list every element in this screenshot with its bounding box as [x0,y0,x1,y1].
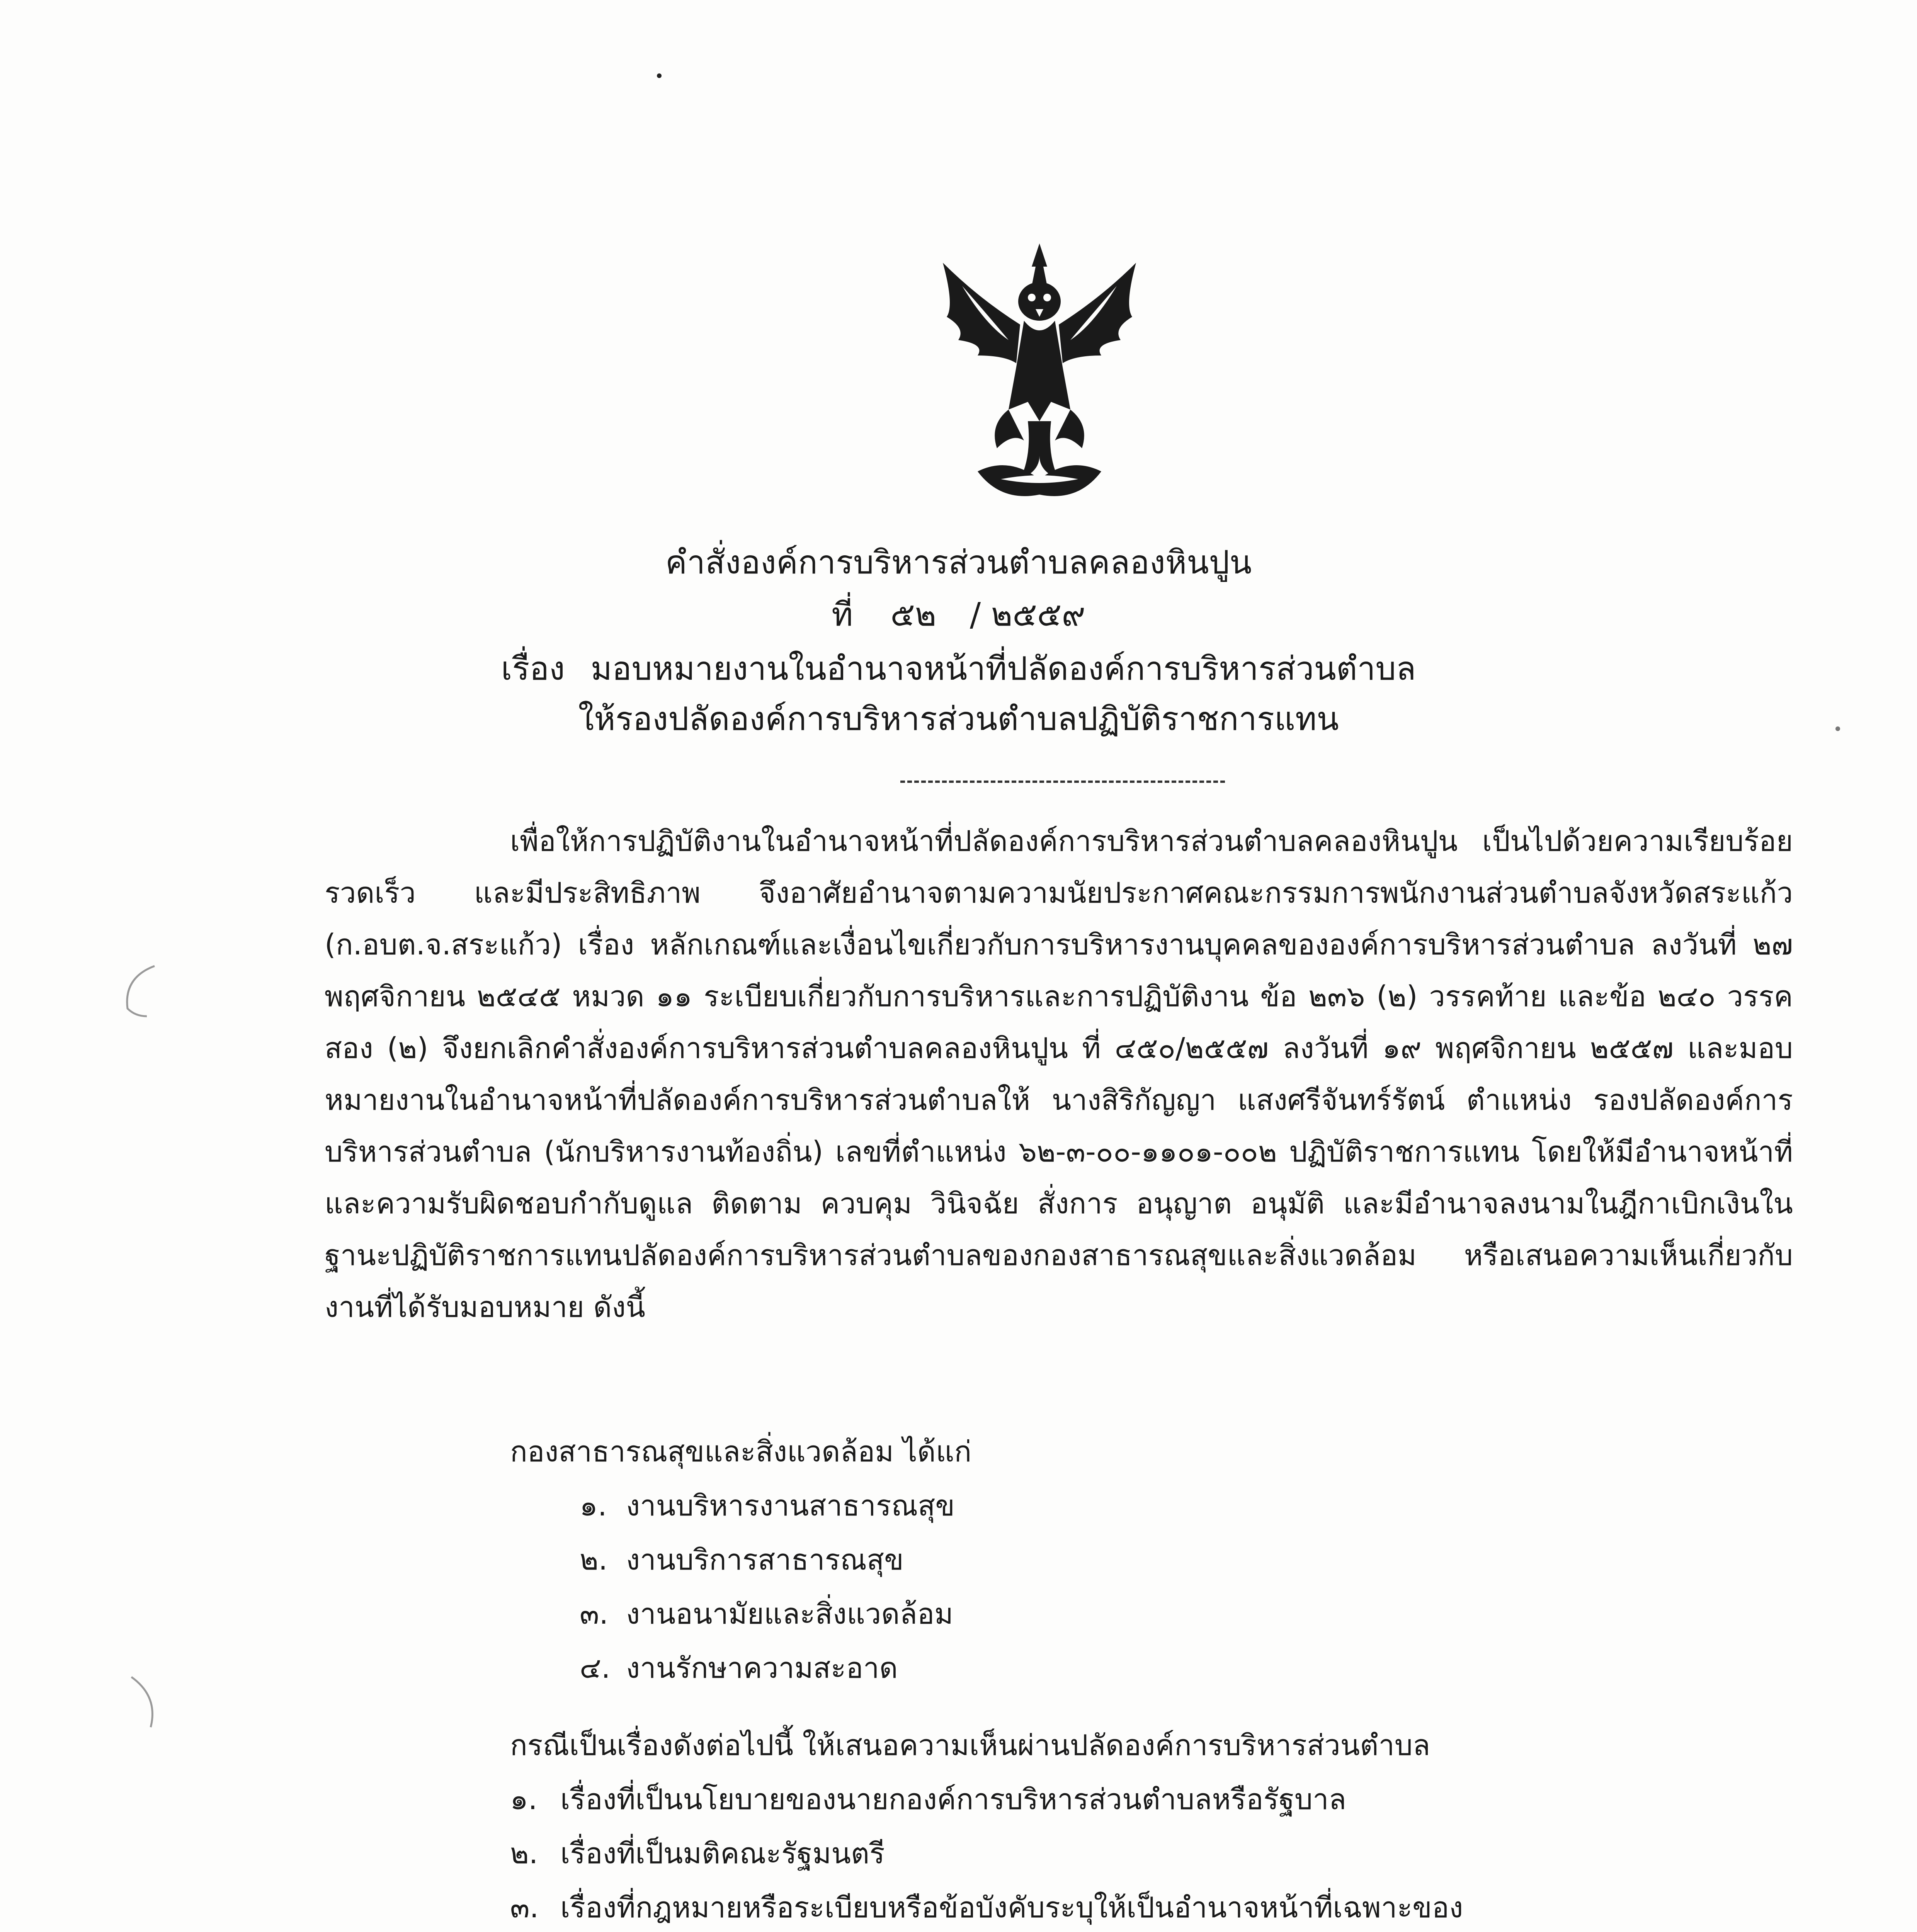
task-number: ๒. [580,1543,608,1577]
task-number: ๑. [580,1489,607,1522]
subject-text-1: มอบหมายงานในอำนาจหน้าที่ปลัดองค์การบริหารส่วนตำบล [590,650,1416,687]
subject-line-2: ให้รองปลัดองค์การบริหารส่วนตำบลปฏิบัติราชการแทน [578,700,1339,738]
task-text: งานอนามัยและสิ่งแวดล้อม [626,1597,953,1631]
division-task-2 [580,1534,904,1586]
subject-line-1 [0,649,1917,688]
scan-speck [657,73,662,78]
punch-hole-mark-icon [120,962,162,1020]
division-task-1 [580,1480,955,1532]
exception-text: เรื่องที่เป็นมติคณะรัฐมนตรี [560,1837,885,1870]
task-number: ๔. [580,1651,611,1685]
division-task-3 [580,1588,953,1640]
order-number-line [0,595,1917,634]
order-number-label: ที่ [832,595,853,633]
exception-item-1 [510,1774,1346,1825]
header-divider [900,781,1225,783]
exception-number: ๒. [510,1837,538,1870]
exception-number: ๑. [510,1783,538,1816]
punch-hole-mark-icon [120,1673,162,1731]
task-text: งานรักษาความสะอาด [626,1651,898,1685]
exceptions-heading: กรณีเป็นเรื่องดังต่อไปนี้ ให้เสนอความเห็นผ่านปลัดองค์การบริหารส่วนตำบล [510,1729,1431,1762]
intro-block [325,815,1793,1333]
exception-item-2 [510,1828,885,1879]
exception-item-3 [510,1882,1463,1932]
division-task-4 [580,1642,898,1694]
exception-text: เรื่องที่เป็นนโยบายของนายกองค์การบริหารส่วนตำบลหรือรัฐบาล [560,1783,1346,1816]
garuda-emblem-icon [931,240,1148,510]
intro-paragraph: เพื่อให้การปฏิบัติงานในอำนาจหน้าที่ปลัดองค์การบริหารส่วนตำบลคลองหินปูน เป็นไปด้วยความเรียบร้อย รวดเร็ว และมีประสิทธิภาพ จึงอาศัยอำนาจตามความนัยประกาศคณะกรรมการพนักงานส่วนตำบลจังหวัดสระแก้ว (ก.อบต.จ.สระแก้ว) เรื่อง หลักเกณฑ์และเงื่อนไขเกี่ยวกับการบริหารงานบุคคลขององค์การบริหารส่วนตำบล ลงวันที่ ๒๗ พฤศจิกายน ๒๕๔๕ หมวด ๑๑ ระเบียบเกี่ยวกับการบริหารและการปฏิบัติงาน ข้อ ๒๓๖ (๒) วรรคท้าย และข้อ ๒๔๐ วรรคสอง (๒) จึงยกเลิกคำสั่งองค์การบริหารส่วนตำบลคลองหินปูน ที่ ๔๕๐/๒๕๕๗ ลงวันที่ ๑๙ พฤศจิกายน ๒๕๕๗ และมอบหมายงานในอำนาจหน้าที่ปลัดองค์การบริหารส่วนตำบลให้ นางสิริกัญญา แสงศรีจันทร์รัตน์ ตำแหน่ง รองปลัดองค์การบริหารส่วนตำบล (นักบริหารงานท้องถิ่น) เลขที่ตำแหน่ง ๖๒-๓-๐๐-๑๑๐๑-๐๐๒ ปฏิบัติราชการแทน โดยให้มีอำนาจหน้าที่และความรับผิดชอบกำกับดูแล ติดตาม ควบคุม วินิจฉัย สั่งการ อนุญาต อนุมัติ และมีอำนาจลงนามในฎีกาเบิกเงินในฐานะปฏิบัติราชการแทนปลัดองค์การบริหารส่วนตำบลของกองสาธารณสุขและสิ่งแวดล้อม หรือเสนอความเห็นเกี่ยวกับงานที่ได้รับมอบหมาย ดังนี้ [325,825,1793,1324]
task-text: งานบริการสาธารณสุข [626,1543,904,1577]
subject-label: เรื่อง [501,650,565,687]
order-title: คำสั่งองค์การบริหารส่วนตำบลคลองหินปูน [665,543,1252,581]
order-number: ๕๒ [890,595,937,633]
task-text: งานบริหารงานสาธารณสุข [626,1489,955,1522]
exception-number: ๓. [510,1891,539,1924]
exception-text: เรื่องที่กฎหมายหรือระเบียบหรือข้อบังคับระบุให้เป็นอำนาจหน้าที่เฉพาะของ [560,1891,1463,1924]
division-heading: กองสาธารณสุขและสิ่งแวดล้อม ได้แก่ [510,1435,972,1468]
scan-speck [1835,726,1840,731]
task-number: ๓. [580,1597,609,1631]
order-year: / ๒๕๕๙ [970,595,1085,633]
